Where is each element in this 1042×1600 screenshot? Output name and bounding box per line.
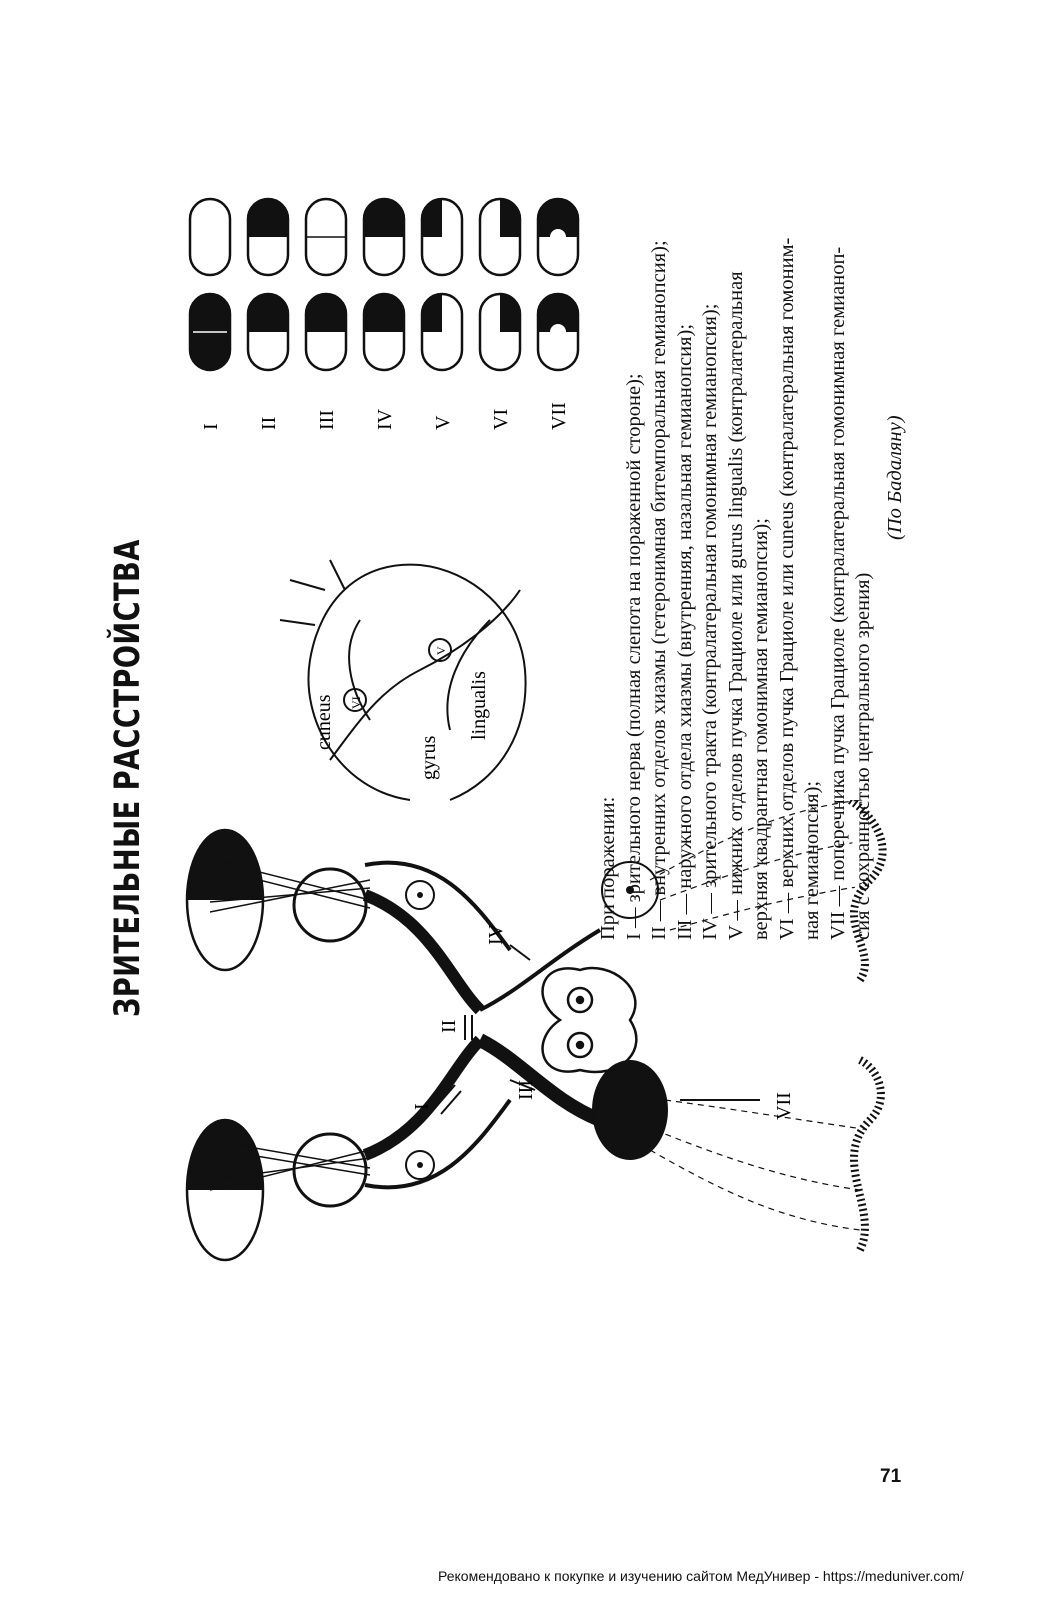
pathway-label-iii: III xyxy=(515,1080,537,1100)
lateral-geniculate xyxy=(592,1060,668,1160)
legend-line: III — наружного отдела хиазмы (внутренняя, назальная гемианопсия); xyxy=(673,323,696,940)
right-field-7 xyxy=(538,199,578,275)
right-field-2 xyxy=(248,199,288,275)
brain-label-gyrus: gyrus xyxy=(418,735,440,780)
left-field-1 xyxy=(190,294,230,370)
legend-line: верхняя квадрантная гомонимная гемианопсия); xyxy=(750,518,772,940)
field-row-label: I xyxy=(200,423,222,430)
visual-field-table xyxy=(180,50,610,430)
legend-line: I — зрительного нерва (полная слепота на пораженной стороне); xyxy=(622,373,645,940)
left-field-2 xyxy=(248,294,288,370)
page-number: 71 xyxy=(880,1466,902,1487)
left-field-6 xyxy=(480,294,520,370)
field-row-label: II xyxy=(258,416,280,430)
footer-recommendation: Рекомендовано к покупке и изучению сайтом МедУнивер - https://meduniver.com/ xyxy=(438,1568,964,1584)
midbrain xyxy=(543,968,637,1072)
right-field-5 xyxy=(422,199,462,275)
field-row-label: V xyxy=(432,415,454,430)
field-row-label: VI xyxy=(490,408,512,430)
legend-line: II — внутренних отделов хиазмы (гетеронимная битемпоральная гемианопсия); xyxy=(648,240,670,940)
brain-label-lingualis: lingualis xyxy=(468,671,490,740)
legend-line: VII — поперечника пучка Грациоле (контралатеральная гомонимная гемианоп- xyxy=(826,246,849,940)
field-row-label: IV xyxy=(374,408,396,430)
field-row-label: VII xyxy=(548,402,570,430)
page-title: ЗРИТЕЛЬНЫЕ РАССТРОЙСТВА xyxy=(108,539,148,1017)
left-visual-field xyxy=(187,1120,263,1260)
right-field-4 xyxy=(364,199,404,275)
brain-marker-v: V xyxy=(434,646,448,655)
pathway-label-i: I xyxy=(411,1103,433,1110)
brain-label-cuneus: cuneus xyxy=(313,694,335,750)
legend-line: V — нижних отделов пучка Грациоле или gurus lingualis (контралатеральная xyxy=(724,271,747,940)
pathway-label-iv: IV xyxy=(485,923,507,945)
brain-marker-vi: VI xyxy=(349,696,363,709)
legend-source: (По Бадаляну) xyxy=(883,415,906,540)
legend-line: сия с сохранностью центрального зрения) xyxy=(852,572,874,940)
legend-intro: При поражении: xyxy=(597,796,619,940)
pathway-label-ii: II xyxy=(438,1019,460,1033)
legend xyxy=(596,60,908,940)
left-field-4 xyxy=(364,294,404,370)
left-field-7 xyxy=(538,294,578,370)
right-field-3 xyxy=(306,199,346,275)
right-field-6 xyxy=(480,199,520,275)
legend-line: IV — зрительного тракта (контралатеральная гомонимная гемианопсия); xyxy=(699,303,721,940)
legend-line: ная гемианопсия); xyxy=(801,780,823,940)
left-field-5 xyxy=(422,294,462,370)
legend-line: VI — верхних отделов пучка Грациоле или cuneus (контралатеральная гомоним- xyxy=(775,237,798,940)
right-field-1 xyxy=(190,199,230,275)
left-eyeball xyxy=(294,1134,366,1206)
pathway-label-vii: VII xyxy=(773,1092,795,1120)
left-field-3 xyxy=(306,294,346,370)
brain-section-sketch xyxy=(270,540,570,820)
field-row-label: III xyxy=(316,410,338,430)
optic-tracts xyxy=(480,930,600,1120)
